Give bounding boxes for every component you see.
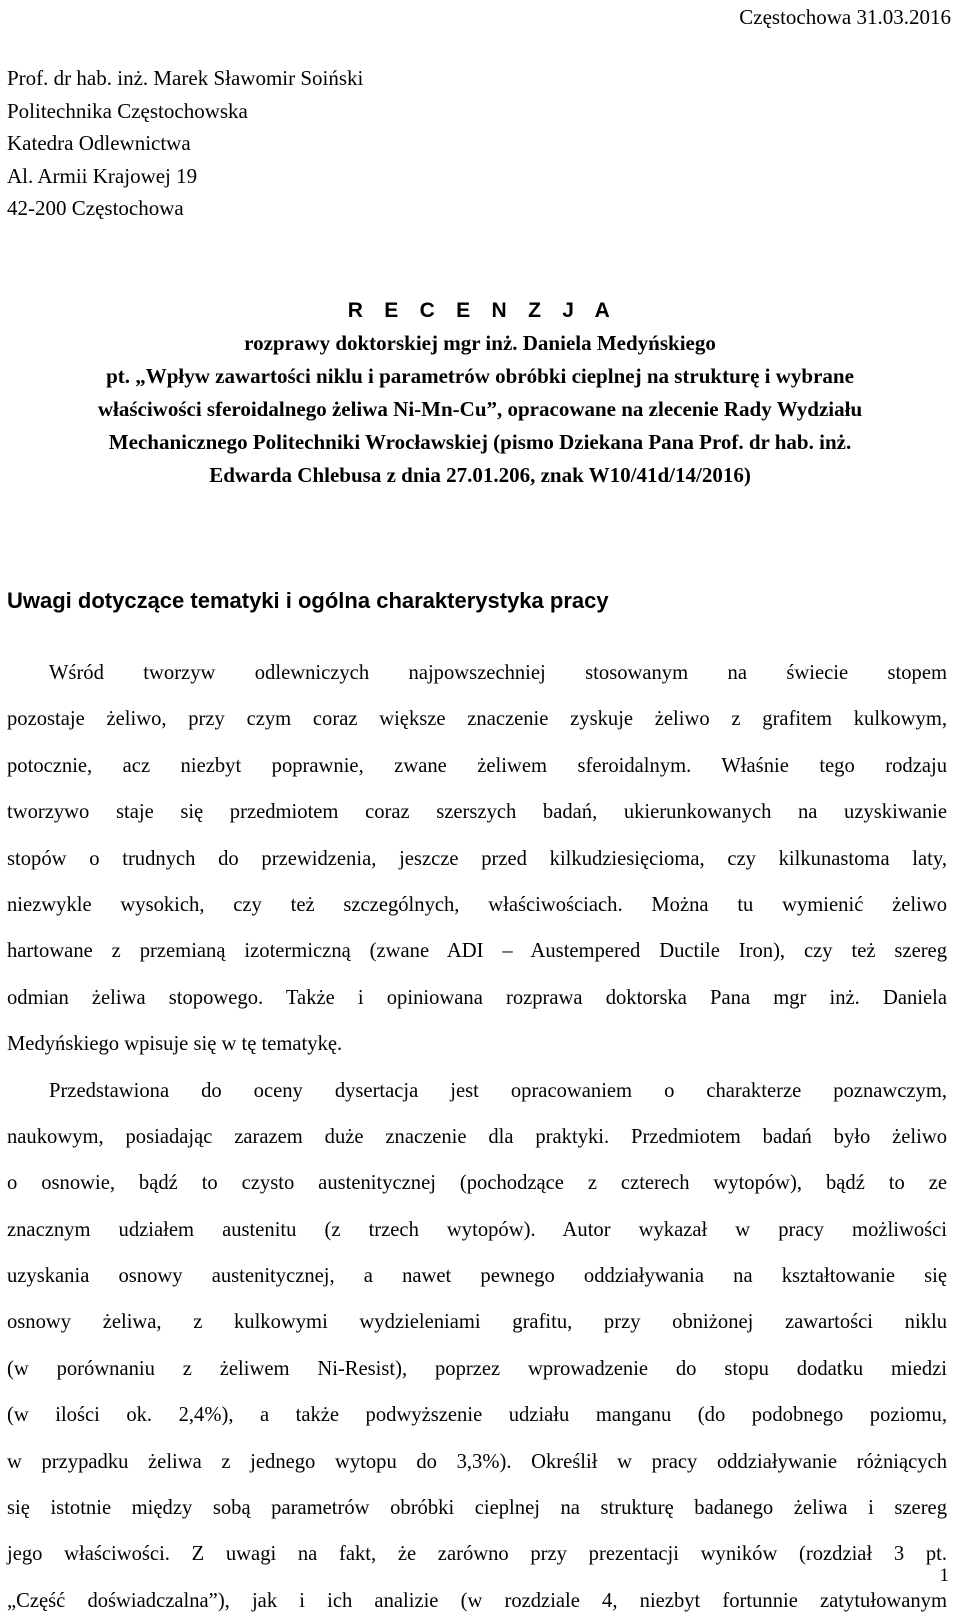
- paragraph-line: odmian żeliwa stopowego. Także i opiniowana rozprawa doktorska Pana mgr inż. Daniela: [7, 986, 947, 1009]
- paragraph-line: uzyskania osnowy austenitycznej, a nawet pewnego oddziaływania na kształtowanie się: [7, 1265, 947, 1288]
- paragraph-line: znacznym udziałem austenitu (z trzech wytopów). Autor wykazał w pracy możliwości: [7, 1218, 947, 1241]
- review-subject: [0, 327, 960, 492]
- sender-institution: Politechnika Częstochowska: [7, 98, 248, 123]
- page-number: 1: [939, 1565, 949, 1586]
- paragraph-line: niezwykle wysokich, czy też szczególnych, właściwościach. Można tu wymienić żeliwo: [7, 893, 947, 916]
- sender-address-block: [7, 62, 363, 225]
- paragraph-line: potocznie, acz niezbyt poprawnie, zwane żeliwem sferoidalnym. Właśnie tego rodzaju: [7, 754, 947, 777]
- sender-city: 42-200 Częstochowa: [7, 196, 184, 220]
- paragraph-line: (w ilości ok. 2,4%), a także podwyższenie udziału manganu (do podobnego poziomu,: [7, 1404, 947, 1427]
- paragraph-line: stopów o trudnych do przewidzenia, jeszcze przed kilkudziesięcioma, czy kilkunastoma laty,: [7, 847, 947, 870]
- document-title: R E C E N Z J A: [347, 299, 613, 322]
- sender-department: Katedra Odlewnictwa: [7, 131, 191, 155]
- paragraph-line: Wśród tworzyw odlewniczych najpowszechniej stosowanym na świecie stopem: [49, 662, 947, 684]
- section-heading: Uwagi dotyczące tematyki i ogólna charakterystyka pracy: [7, 588, 609, 613]
- body-text: [7, 650, 947, 1624]
- subject-line: pt. „Wpływ zawartości niklu i parametrów obróbki cieplnej na strukturę i wybrane: [106, 364, 854, 388]
- subject-line: rozprawy doktorskiej mgr inż. Daniela Medyńskiego: [244, 331, 716, 355]
- subject-line: Edwarda Chlebusa z dnia 27.01.206, znak W10/41d/14/2016): [209, 463, 751, 487]
- paragraph-line: tworzywo staje się przedmiotem coraz szerszych badań, ukierunkowanych na uzyskiwanie: [7, 801, 947, 824]
- paragraph-line: Przedstawiona do oceny dysertacja jest opracowaniem o charakterze poznawczym,: [49, 1079, 947, 1102]
- paragraph-line: Medyńskiego wpisuje się w tę tematykę.: [7, 1033, 343, 1056]
- sender-street: Al. Armii Krajowej 19: [7, 163, 198, 188]
- paragraph-2: [7, 1068, 947, 1624]
- paragraph-line: się istotnie między sobą parametrów obróbki cieplnej na strukturę badanego żeliwa i szereg: [7, 1497, 947, 1520]
- paragraph-line: (w porównaniu z żeliwem Ni-Resist), poprzez wprowadzenie do stopu dodatku miedzi: [7, 1357, 947, 1380]
- subject-line: właściwości sferoidalnego żeliwa Ni-Mn-Cu”, opracowane na zlecenie Rady Wydziału: [97, 397, 863, 421]
- paragraph-line: o osnowie, bądź to czysto austenitycznej (pochodzące z czterech wytopów), bądź to ze: [7, 1172, 947, 1195]
- paragraph-line: jego właściwości. Z uwagi na fakt, że zarówno przy prezentacji wyników (rozdział 3 pt.: [7, 1543, 947, 1566]
- paragraph-line: „Część doświadczalna”), jak i ich analizie (w rozdziale 4, niezbyt fortunnie zatytułowanym: [7, 1589, 947, 1612]
- paragraph-line: pozostaje żeliwo, przy czym coraz większe znaczenie zyskuje żeliwo z grafitem kulkowym,: [7, 708, 947, 731]
- paragraph-line: osnowy żeliwa, z kulkowymi wydzieleniami grafitu, przy obniżonej zawartości niklu: [7, 1311, 947, 1334]
- paragraph-line: hartowane z przemianą izotermiczną (zwane ADI – Austempered Ductile Iron), czy też szereg: [7, 940, 947, 963]
- paragraph-line: naukowym, posiadając zarazem duże znaczenie dla praktyki. Przedmiotem badań było żeliwo: [7, 1125, 947, 1148]
- paragraph-line: w przypadku żeliwa z jednego wytopu do 3,3%). Określił w pracy oddziaływanie różniących: [7, 1450, 947, 1473]
- paragraph-1: [7, 650, 947, 1068]
- sender-name: Prof. dr hab. inż. Marek Sławomir Soiński: [7, 66, 364, 90]
- subject-line: Mechanicznego Politechniki Wrocławskiej (pismo Dziekana Pana Prof. dr hab. inż.: [108, 430, 852, 454]
- place-date: Częstochowa 31.03.2016: [739, 5, 951, 29]
